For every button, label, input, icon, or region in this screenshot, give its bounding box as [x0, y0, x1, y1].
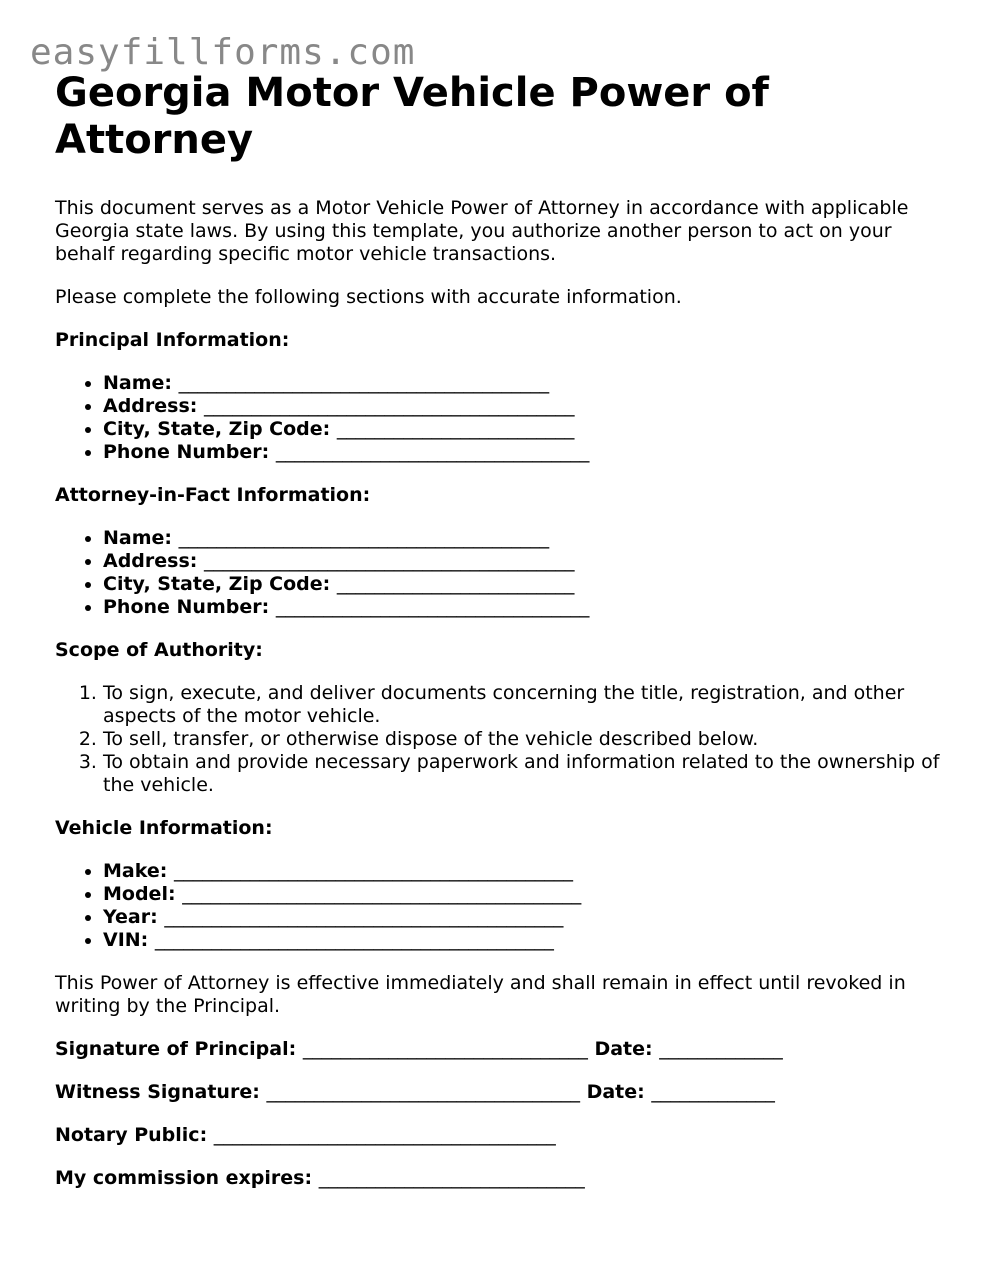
- scope-list: [55, 682, 955, 797]
- attorney-fields: [55, 527, 955, 619]
- vehicle-year-field[interactable]: [103, 906, 955, 929]
- attorney-city-state-zip-field[interactable]: [103, 573, 955, 596]
- witness-signature-row[interactable]: [55, 1081, 955, 1104]
- field-blank[interactable]: __________________________________________: [182, 883, 582, 905]
- vehicle-make-field[interactable]: [103, 860, 955, 883]
- field-blank[interactable]: _______________________________________: [178, 372, 550, 394]
- field-blank[interactable]: _________________________________: [275, 441, 590, 463]
- field-label: City, State, Zip Code:: [103, 573, 331, 595]
- field-blank[interactable]: __________________________________________: [164, 906, 564, 928]
- scope-item: 2. To sell, transfer, or otherwise dispose of the vehicle described below.: [103, 728, 955, 751]
- field-blank[interactable]: _________________________: [336, 573, 575, 595]
- field-blank[interactable]: __________________________________________: [154, 929, 554, 951]
- attorney-address-field[interactable]: [103, 550, 955, 573]
- scope-heading: Scope of Authority:: [55, 639, 263, 661]
- field-label: Name:: [103, 527, 173, 549]
- field-blank[interactable]: _______________________________________: [204, 395, 575, 417]
- commission-row[interactable]: [55, 1167, 955, 1190]
- effective-paragraph: This Power of Attorney is effective immediately and shall remain in effect until revoked in writing by the Principal.: [55, 972, 906, 1017]
- attorney-name-field[interactable]: [103, 527, 955, 550]
- field-label: Year:: [103, 906, 158, 928]
- date-blank[interactable]: _____________: [659, 1038, 783, 1060]
- field-label: Model:: [103, 883, 176, 905]
- attorney-phone-field[interactable]: [103, 596, 955, 619]
- commission-label: My commission expires:: [55, 1167, 313, 1189]
- field-label: Name:: [103, 372, 173, 394]
- field-label: VIN:: [103, 929, 149, 951]
- scope-item: 1. To sign, execute, and deliver documents concerning the title, registration, and other aspects of the motor vehicle.: [103, 682, 955, 728]
- principal-signature-row[interactable]: [55, 1038, 955, 1061]
- field-label: Address:: [103, 550, 198, 572]
- vehicle-heading: Vehicle Information:: [55, 817, 273, 839]
- instructions-paragraph: Please complete the following sections with accurate information.: [55, 286, 682, 308]
- notary-blank[interactable]: ____________________________________: [213, 1124, 556, 1146]
- commission-blank[interactable]: ____________________________: [318, 1167, 585, 1189]
- intro-paragraph: This document serves as a Motor Vehicle Power of Attorney in accordance with applicable Georgia state laws. By using this template, you authorize another person to act on your behalf regarding specific motor vehicle transactions.: [55, 197, 909, 265]
- notary-row[interactable]: [55, 1124, 955, 1147]
- vehicle-fields: [55, 860, 955, 952]
- field-label: Address:: [103, 395, 198, 417]
- scope-item: 3. To obtain and provide necessary paperwork and information related to the ownership of the vehicle.: [103, 751, 955, 797]
- principal-name-field[interactable]: [103, 372, 955, 395]
- notary-label: Notary Public:: [55, 1124, 208, 1146]
- field-blank[interactable]: _______________________________________: [178, 527, 550, 549]
- date-blank[interactable]: _____________: [651, 1081, 775, 1103]
- field-blank[interactable]: _________________________: [336, 418, 575, 440]
- field-label: Phone Number:: [103, 596, 270, 618]
- principal-phone-field[interactable]: [103, 441, 955, 464]
- attorney-heading: Attorney-in-Fact Information:: [55, 484, 371, 506]
- field-blank[interactable]: __________________________________________: [173, 860, 573, 882]
- signature-blank[interactable]: ______________________________: [302, 1038, 588, 1060]
- field-label: City, State, Zip Code:: [103, 418, 331, 440]
- signature-label: Signature of Principal:: [55, 1038, 297, 1060]
- document-page: [55, 70, 955, 1190]
- date-label: Date:: [586, 1081, 645, 1103]
- field-blank[interactable]: _________________________________: [275, 596, 590, 618]
- signature-blank[interactable]: _________________________________: [266, 1081, 580, 1103]
- field-blank[interactable]: _______________________________________: [204, 550, 575, 572]
- date-label: Date:: [594, 1038, 653, 1060]
- field-label: Make:: [103, 860, 168, 882]
- watermark: easyfillforms.com: [30, 32, 416, 73]
- signature-label: Witness Signature:: [55, 1081, 260, 1103]
- principal-heading: Principal Information:: [55, 329, 290, 351]
- principal-city-state-zip-field[interactable]: [103, 418, 955, 441]
- page-title: Georgia Motor Vehicle Power of Attorney: [55, 70, 769, 163]
- principal-address-field[interactable]: [103, 395, 955, 418]
- field-label: Phone Number:: [103, 441, 270, 463]
- vehicle-vin-field[interactable]: [103, 929, 955, 952]
- principal-fields: [55, 372, 955, 464]
- vehicle-model-field[interactable]: [103, 883, 955, 906]
